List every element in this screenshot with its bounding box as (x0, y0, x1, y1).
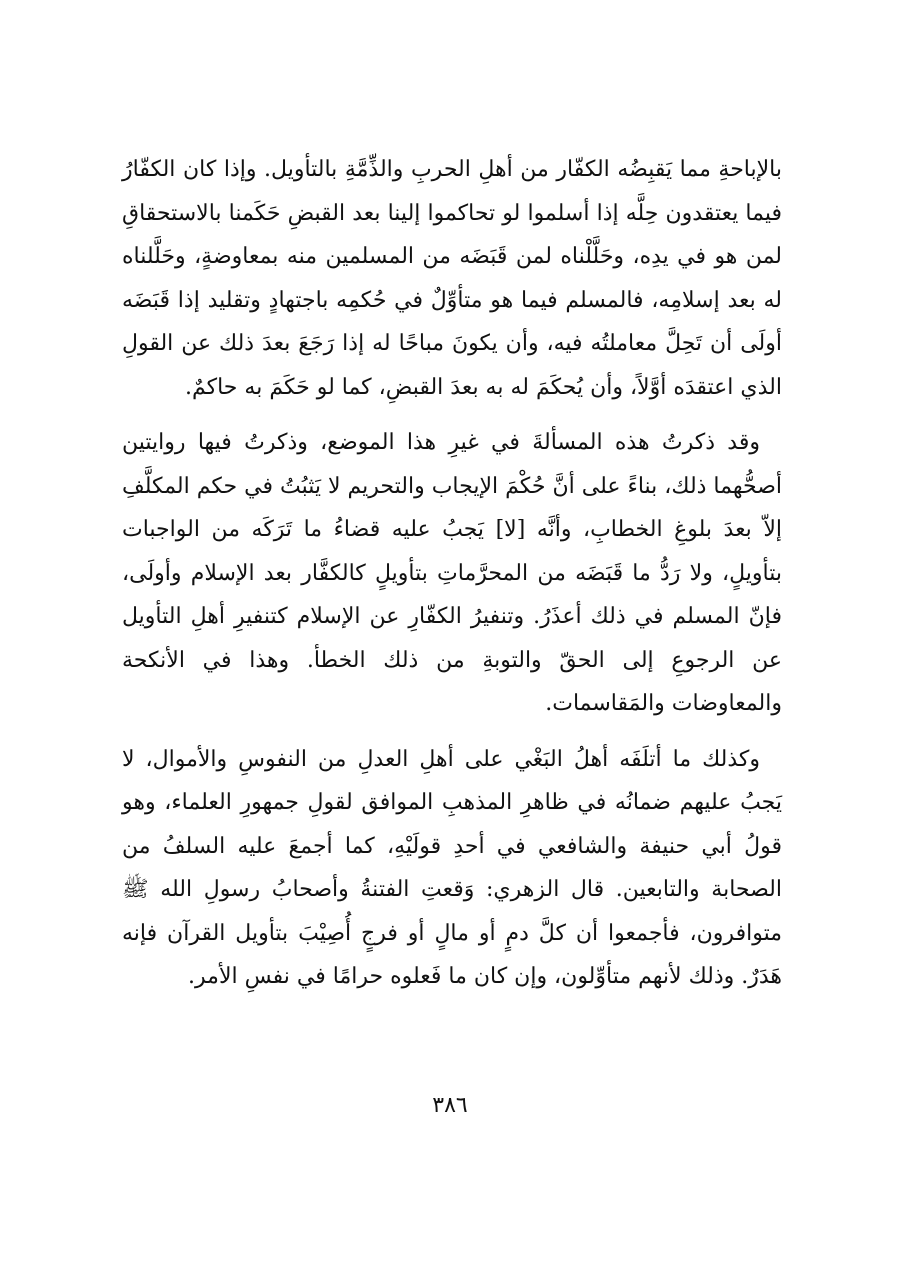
paragraph-1: بالإباحةِ مما يَقبِضُه الكفّار من أهلِ الحربِ والذِّمَّةِ بالتأويل. وإذا كان الكفّارُ فيما يعتقدون حِلَّه إذا أسلموا لو تحاكموا إلينا بعد القبضِ حَكَمنا بالاستحقاقِ لمن هو في يدِه، وحَلَّلْناه لمن قَبَضَه من المسلمين منه بمعاوضةٍ، وحَلَّلناه له بعد إسلامِه، فالمسلم فيما هو متأوِّلٌ في حُكمِه باجتهادٍ وتقليد إذا قَبَضَه أولَى أن تَحِلَّ معاملتُه فيه، وأن يكونَ مباحًا له إذا رَجَعَ بعدَ ذلك عن القولِ الذي اعتقدَه أوَّلاً، وأن يُحكَمَ له به بعدَ القبضِ، كما لو حَكَمَ به حاكمٌ. (122, 157, 782, 400)
paragraph-gap (122, 409, 782, 421)
page-number: ٣٨٦ (432, 1093, 468, 1118)
paragraph-gap (122, 726, 782, 738)
paragraph-3: وكذلك ما أتلَفَه أهلُ البَغْي على أهلِ العدلِ من النفوسِ والأموال، لا يَجبُ عليهم ضمانُه في ظاهرِ المذهبِ الموافق لقولِ جمهورِ العلماء، وهو قولُ أبي حنيفة والشافعي في أحدِ قولَيْهِ، كما أجمعَ عليه السلفُ من الصحابة والتابعين. قال الزهري: وَقعتِ الفتنةُ وأصحابُ رسولِ الله ﷺ متوافرون، فأجمعوا أن كلَّ دمٍ أو مالٍ أو فرجٍ أُصِيْبَ بتأويل القرآن فإنه هَدَرٌ. وذلك لأنهم متأوِّلون، وإن كان ما فَعلوه حرامًا في نفسِ الأمر. (122, 746, 782, 989)
paragraph-2: وقد ذكرتُ هذه المسألةَ في غيرِ هذا الموضع، وذكرتُ فيها روايتين أصحُّهما ذلك، بناءً على أنَّ حُكْمَ الإيجاب والتحريم لا يَثبُتُ في حكم المكلَّفِ إلاّ بعدَ بلوغِ الخطابِ، وأنَّه [لا] يَجبُ عليه قضاءُ ما تَرَكَه من الواجبات بتأويلٍ، ولا رَدُّ ما قَبَضَه من المحرَّماتِ بتأويلٍ كالكفَّار بعد الإسلام وأولَى، فإنّ المسلم في ذلك أعذَرُ. وتنفيرُ الكفّارِ عن الإسلام كتنفيرِ أهلِ التأويل عن الرجوعِ إلى الحقّ والتوبةِ من ذلك الخطأ. وهذا في الأنكحة والمعاوضات والمَقاسمات. (122, 430, 782, 716)
page-body (122, 148, 782, 999)
